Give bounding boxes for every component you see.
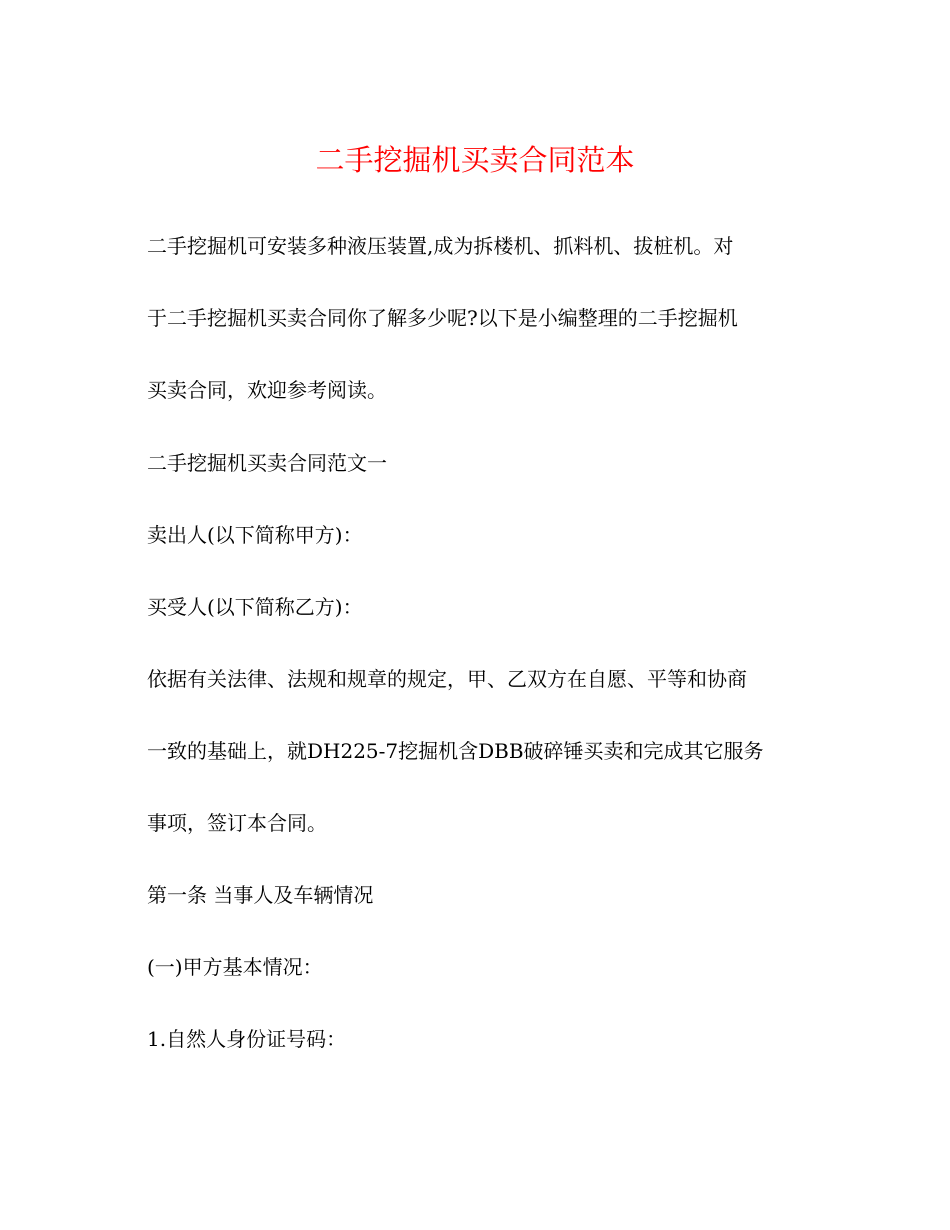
paragraph-line-3: 买卖合同，欢迎参考阅读。 [147, 378, 387, 402]
article-one-heading: 第一条 当事人及车辆情况 [147, 883, 374, 907]
paragraph-line-8: 一致的基础上，就DH225-7挖掘机含DBB破碎锤买卖和完成其它服务 [147, 739, 764, 763]
paragraph-line-1: 二手挖掘机可安装多种液压装置,成为拆楼机、抓料机、拔桩机。对 [147, 234, 734, 258]
seller-line: 卖出人(以下简称甲方)： [147, 523, 363, 547]
buyer-line: 买受人(以下简称乙方)： [147, 595, 363, 619]
id-number-line: 1.自然人身份证号码： [147, 1027, 347, 1051]
paragraph-line-9: 事项，签订本合同。 [147, 811, 327, 835]
party-a-subheading: (一)甲方基本情况： [147, 955, 323, 979]
paragraph-line-2: 于二手挖掘机买卖合同你了解多少呢?以下是小编整理的二手挖掘机 [147, 306, 738, 330]
document-title: 二手挖掘机买卖合同范本 [315, 143, 635, 177]
paragraph-line-7: 依据有关法律、法规和规章的规定，甲、乙双方在自愿、平等和协商 [147, 667, 747, 691]
section-heading: 二手挖掘机买卖合同范文一 [147, 451, 387, 475]
